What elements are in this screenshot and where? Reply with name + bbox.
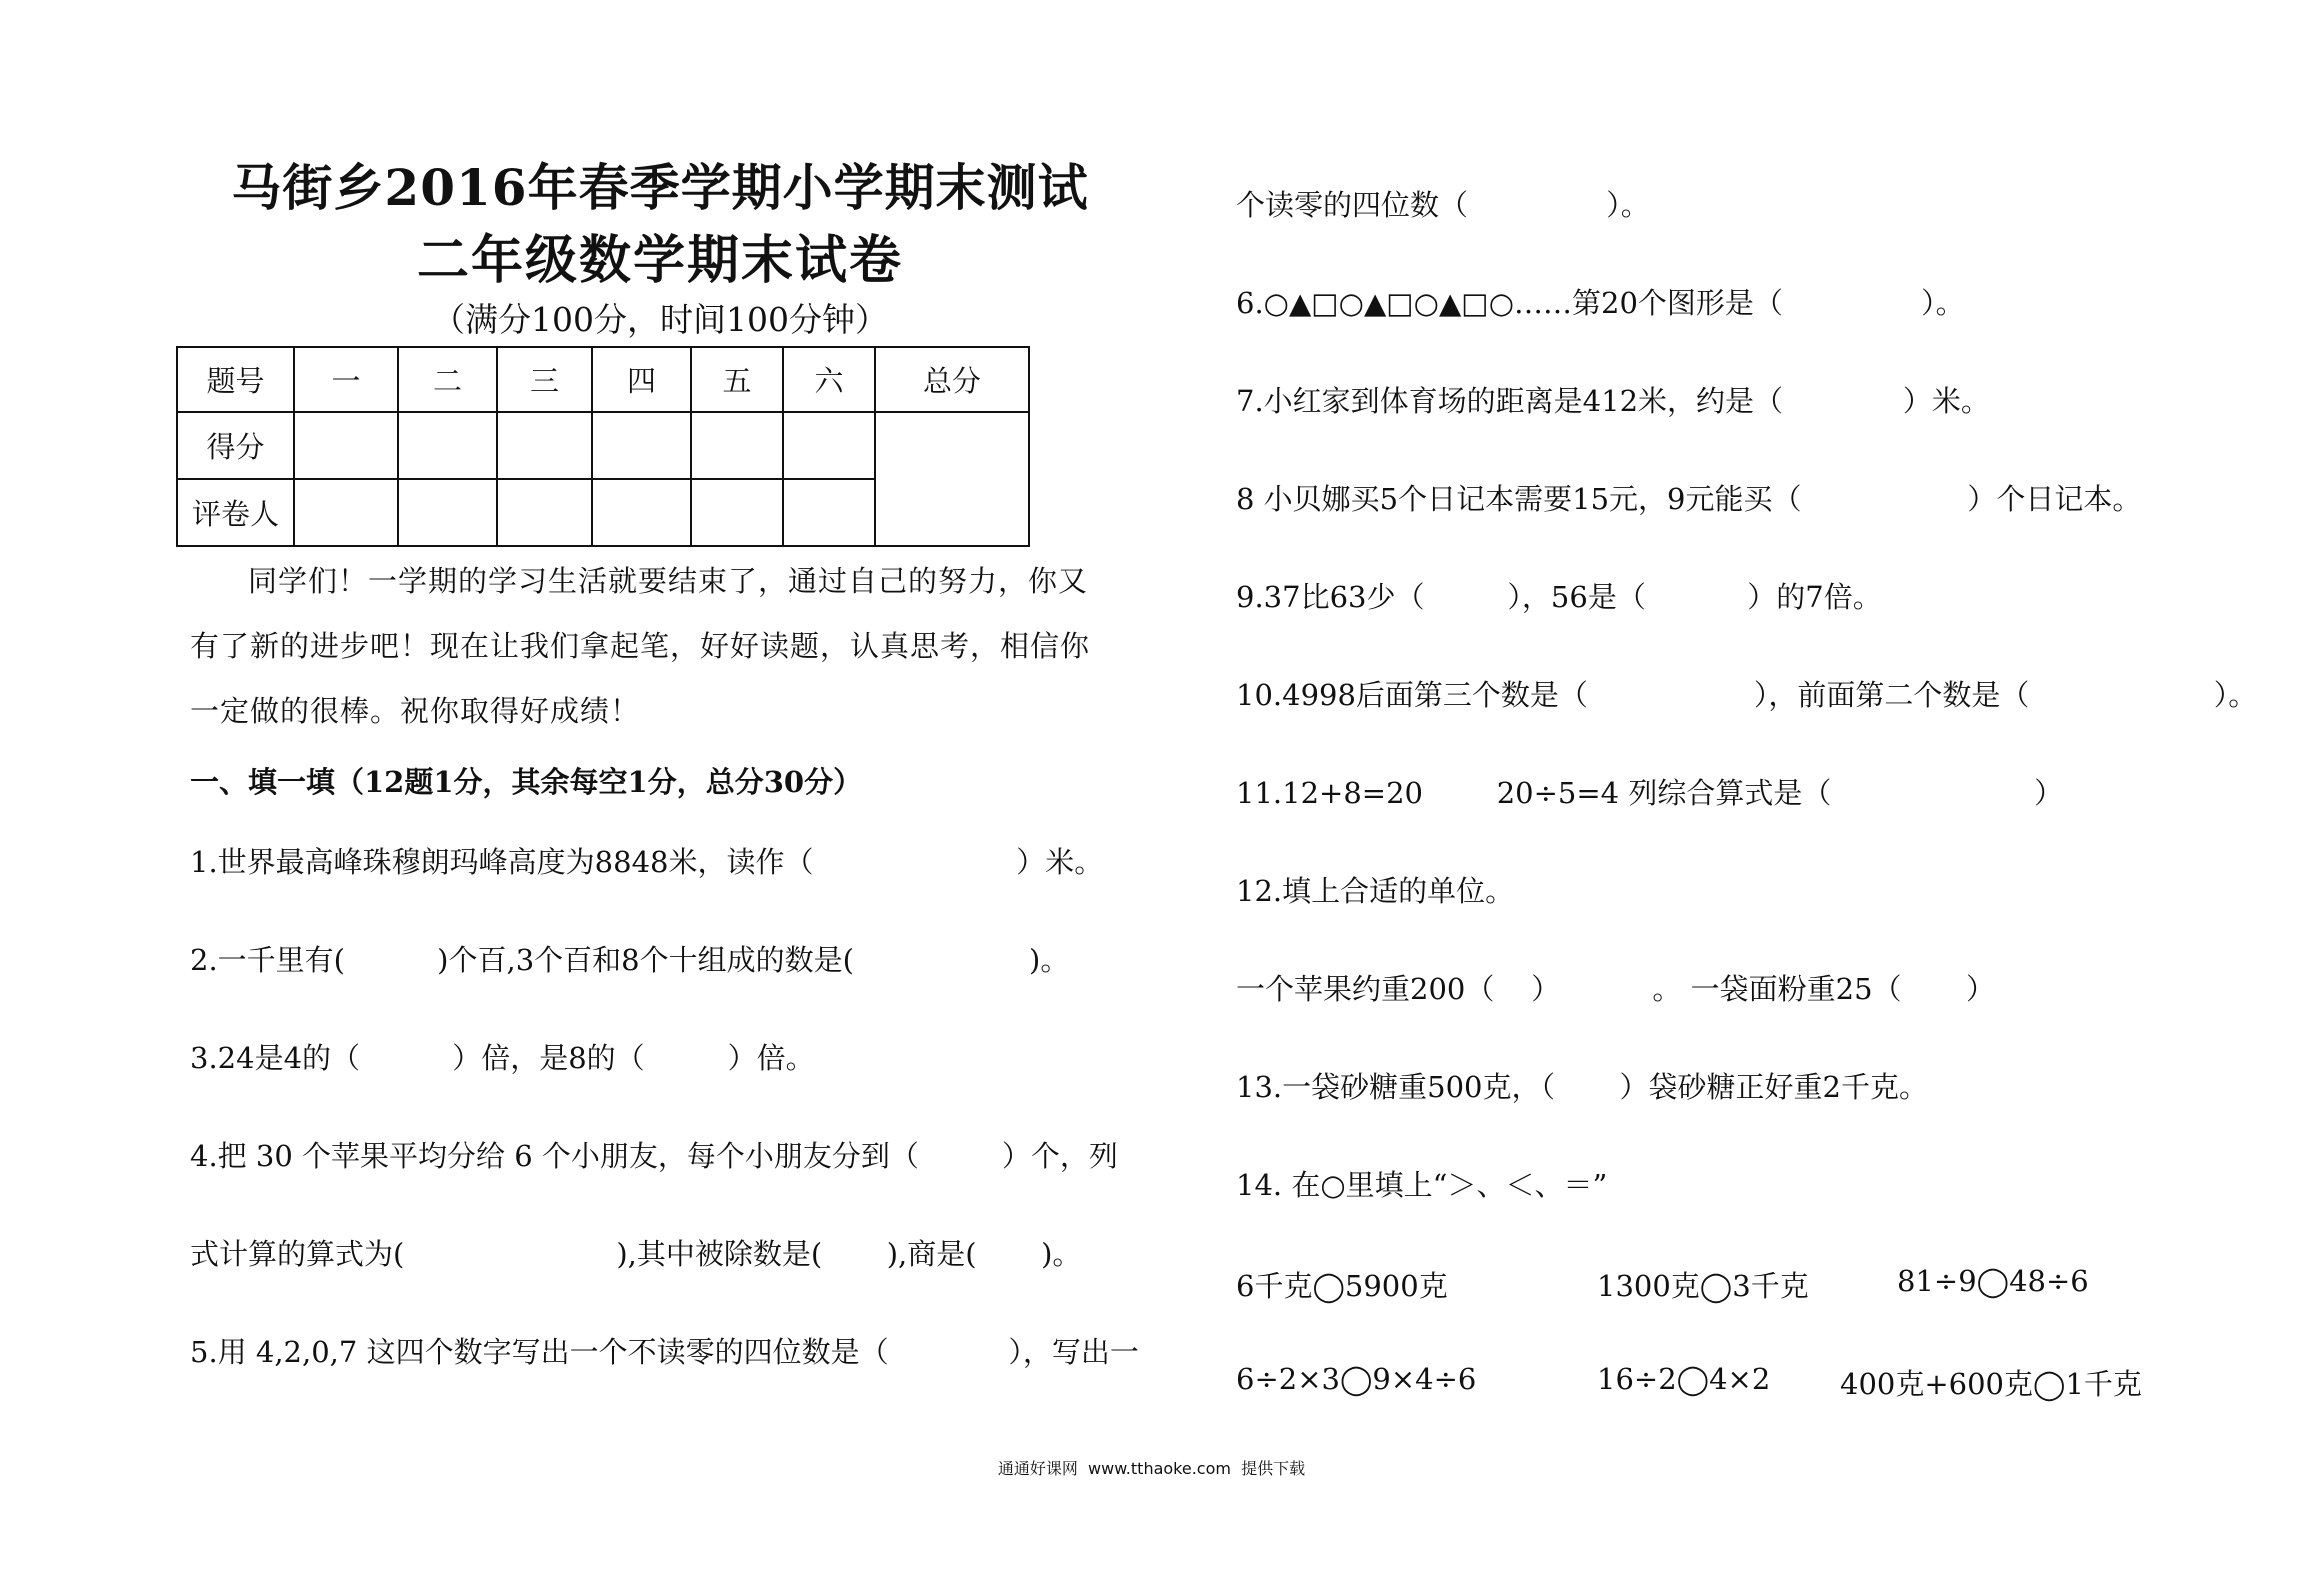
intro-paragraph: 同学们！一学期的学习生活就要结束了，通过自己的努力，你又有了新的进步吧！现在让我们拿起笔，好好读题，认真思考，相信你一定做的很棒。祝你取得好成绩！: [190, 564, 1091, 728]
question-item: 5.用 4,2,0,7 这四个数字写出一个不读零的四位数是（ ），写出一: [190, 1335, 1139, 1369]
question-item: 4.把 30 个苹果平均分给 6 个小朋友，每个小朋友分到（ ）个，列: [190, 1139, 1118, 1173]
score-row-label: 评卷人: [177, 479, 294, 546]
score-cell: [398, 412, 497, 479]
score-header-cell: 一: [294, 347, 398, 412]
section-heading: 一、填一填（12题1分，其余每空1分，总分30分）: [190, 765, 863, 799]
score-header-cell: 总分: [875, 347, 1029, 412]
total-score-cell: [875, 412, 1029, 546]
question-item: 式计算的算式为( ),其中被除数是( ),商是( )。: [190, 1237, 1082, 1271]
score-cell: [691, 412, 783, 479]
score-cell: [294, 412, 398, 479]
compare-item: 6千克◯5900克: [1236, 1269, 1448, 1303]
score-cell: [783, 479, 875, 546]
question-item: 6.○▲□○▲□○▲□○……第20个图形是（ ）。: [1236, 286, 1965, 320]
question-item: 9.37比63少（ ），56是（ ）的7倍。: [1236, 580, 1882, 614]
compare-item: 16÷2◯4×2: [1597, 1362, 1771, 1396]
score-header-row: [177, 347, 1029, 412]
score-row: [177, 412, 1029, 479]
score-table: [176, 346, 1030, 547]
question-item: 3.24是4的（ ）倍，是8的（ ）倍。: [190, 1041, 815, 1075]
score-cell: [592, 412, 691, 479]
score-header-cell: 三: [497, 347, 592, 412]
exam-title: 马街乡2016年春季学期小学期末测试: [231, 158, 1089, 217]
exam-subtitle: 二年级数学期末试卷: [416, 230, 903, 291]
question-item: 1.世界最高峰珠穆朗玛峰高度为8848米，读作（ ）米。: [190, 845, 1104, 879]
score-header-cell: 六: [783, 347, 875, 412]
score-cell: [294, 479, 398, 546]
question-item: 10.4998后面第三个数是（ ），前面第二个数是（ ）。: [1236, 678, 2258, 712]
score-header-cell: 四: [592, 347, 691, 412]
score-cell: [497, 412, 592, 479]
score-row-label: 得分: [177, 412, 294, 479]
page-footer: 通通好课网 www.tthaoke.com 提供下载: [997, 1459, 1306, 1478]
question-item: 2.一千里有( )个百,3个百和8个十组成的数是( )。: [190, 943, 1070, 977]
question-item: 个读零的四位数（ ）。: [1236, 188, 1650, 222]
score-cell: [398, 479, 497, 546]
compare-item: 81÷9◯48÷6: [1897, 1264, 2089, 1298]
score-cell: [497, 479, 592, 546]
score-cell: [783, 412, 875, 479]
question-item: 8 小贝娜买5个日记本需要15元，9元能买（ ）个日记本。: [1236, 482, 2142, 516]
question-item: 12.填上合适的单位。: [1236, 874, 1515, 908]
score-header-cell: 五: [691, 347, 783, 412]
question-item: 11.12+8=20 20÷5=4 列综合算式是（ ）: [1236, 776, 2064, 810]
compare-item: 1300克◯3千克: [1597, 1269, 1809, 1303]
score-cell: [691, 479, 783, 546]
exam-note: （满分100分，时间100分钟）: [432, 300, 888, 339]
compare-item: 6÷2×3◯9×4÷6: [1236, 1362, 1477, 1396]
score-header-cell: 二: [398, 347, 497, 412]
compare-item: 400克+600克◯1千克: [1840, 1367, 2142, 1401]
question-item: 14. 在○里填上“＞、＜、＝”: [1236, 1168, 1608, 1202]
score-header-cell: 题号: [177, 347, 294, 412]
question-item: 13.一袋砂糖重500克，（ ）袋砂糖正好重2千克。: [1236, 1070, 1928, 1104]
question-item: 7.小红家到体育场的距离是412米，约是（ ）米。: [1236, 384, 1990, 418]
question-item: 一个苹果约重200（ ） 。 一袋面粉重25（ ）: [1236, 972, 1996, 1006]
score-cell: [592, 479, 691, 546]
